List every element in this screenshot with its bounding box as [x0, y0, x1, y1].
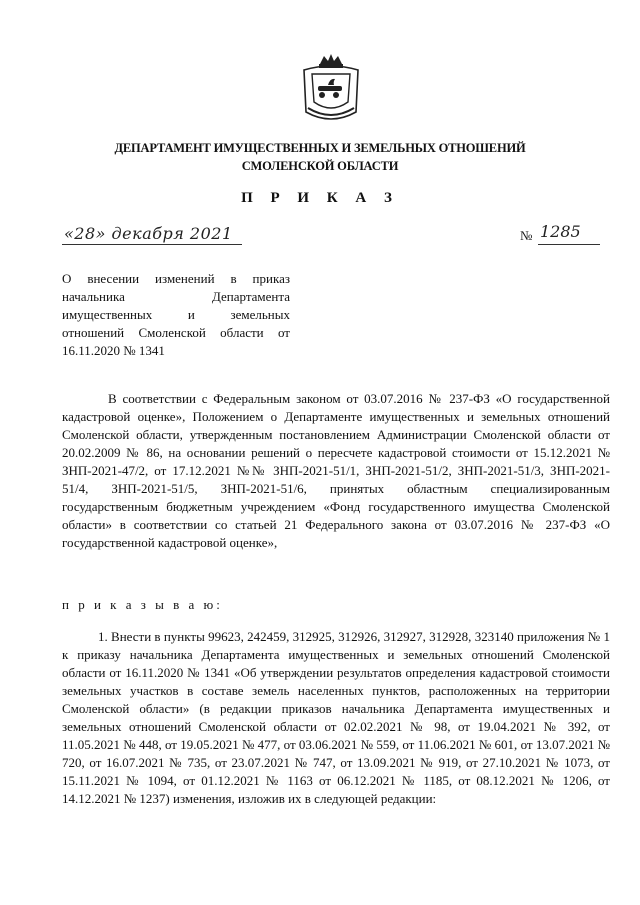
document-subject: О внесении изменений в приказ начальника Департамента имущественных и земельных отношений Смоленской области от 16.11.2020 № 1341: [62, 271, 290, 358]
document-type-title: П Р И К А З: [241, 190, 399, 206]
preamble-paragraph: В соответствии с Федеральным законом от 03.07.2016 № 237-ФЗ «О государственной кадастровой оценке», Положением о Департаменте имущественных и земельных отношений Смоленской области, утвержденным постановлением Администрации Смоленской области от 20.02.2009 № 86, на основании решений о пересчете кадастровой стоимости от 15.12.2021 № ЗНП-2021-47/2, от 17.12.2021 №№ ЗНП-2021-51/1, ЗНП-2021-51/2, ЗНП-2021-51/3, ЗНП-2021-51/4, ЗНП-2021-51/5, ЗНП-2021-51/6, принятых областным специализированным государственным бюджетным учреждением «Фонд государственного имущества Смоленской области» в соответствии со статьей 21 Федерального закона от 03.07.2016 № 237-ФЗ «О государственной кадастровой оценке»,: [62, 391, 610, 550]
item-1-paragraph: 1. Внести в пункты 99623, 242459, 312925, 312926, 312927, 312928, 323140 приложения № 1 к приказу начальника Департамента имущественных и земельных отношений Смоленской области от 16.11.2020 № 1341 «Об утверждении результатов определения кадастровой стоимости земельных участков в составе земель населенных пунктов, расположенных на территории Смоленской области» (в редакции приказов начальника Департамента имущественных и земельных отношений Смоленской области от 02.02.2021 № 98, от 19.04.2021 № 392, от 11.05.2021 № 448, от 19.05.2021 № 477, от 03.06.2021 № 559, от 11.06.2021 № 601, от 13.07.2021 № 720, от 16.07.2021 № 735, от 23.07.2021 № 747, от 13.09.2021 № 919, от 27.10.2021 № 1073, от 15.11.2021 № 1094, от 01.12.2021 № 1163 от 06.12.2021 № 1185, от 08.12.2021 № 1206, от 14.12.2021 № 1237) изменения, изложив их в следующей редакции:: [62, 629, 610, 806]
order-number: [520, 224, 600, 248]
department-line-1: ДЕПАРТАМЕНТ ИМУЩЕСТВЕННЫХ И ЗЕМЕЛЬНЫХ ОТНОШЕНИЙ: [114, 141, 526, 155]
department-line-2: СМОЛЕНСКОЙ ОБЛАСТИ: [241, 159, 399, 173]
coat-of-arms-icon: [298, 52, 364, 124]
date-underline: [62, 244, 242, 245]
department-header: [0, 139, 640, 175]
handwritten-date: «28» декабря 2021: [64, 224, 233, 243]
number-label: №: [520, 228, 533, 243]
number-underline: [538, 244, 600, 245]
order-word: п р и к а з ы в а ю:: [62, 597, 223, 612]
order-date: [62, 224, 242, 248]
handwritten-number: 1285: [540, 222, 581, 241]
